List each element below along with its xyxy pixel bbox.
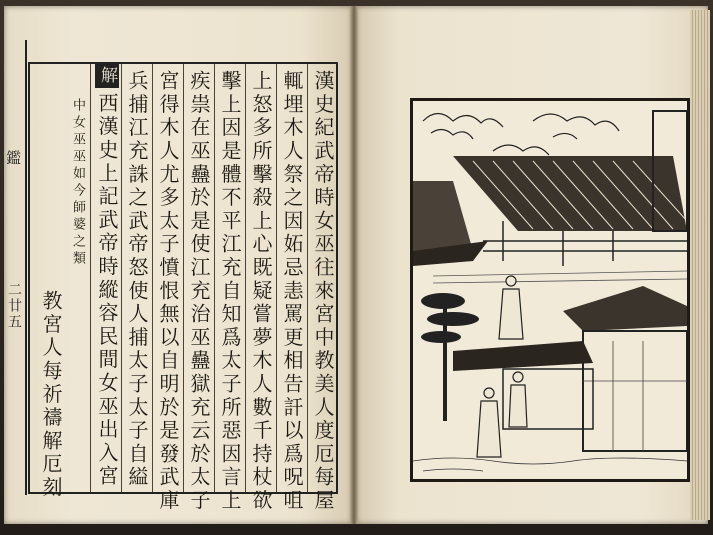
book-gutter: [350, 6, 358, 524]
palace-scene-image: [413, 101, 687, 479]
text-column-10: 教宮人每祈禱解厄刻: [39, 290, 63, 500]
column-rule: [214, 64, 215, 492]
text-column-3: 上怒多所擊殺上心既疑嘗夢木人數千持杖欲: [249, 70, 273, 513]
text-column-4: 擊上因是體不平江充自知爲太子所惡因言上: [218, 70, 242, 513]
text-column-7: 兵捕江充誅之武帝怒使人捕太子太子自縊: [125, 70, 149, 490]
text-column-8-body: 西漢史上記武帝時縱容民間女巫出入宮: [95, 92, 119, 489]
text-column-8: [95, 64, 119, 488]
page-edges: [690, 10, 710, 520]
column-rule: [90, 64, 91, 492]
annotation-column: 中女巫巫如今師婆之類: [70, 98, 85, 268]
banxin-page-count: 二廿五: [6, 282, 22, 330]
banxin-rule: [25, 40, 27, 495]
column-rule: [121, 64, 122, 492]
text-column-5: 疾祟在巫蠱於是使江充治巫蠱獄充云於太子: [187, 70, 211, 513]
column-rule: [152, 64, 153, 492]
text-column-1: 漢史紀武帝時女巫往來宮中教美人度厄每屋: [311, 70, 335, 513]
column-rule: [276, 64, 277, 492]
text-column-2: 輒埋木人祭之因妬忌恚罵更相告訐以爲呪咀: [280, 70, 304, 513]
banxin-label: 鑑: [4, 150, 22, 167]
column-rule: [245, 64, 246, 492]
column-rule: [307, 64, 308, 492]
column-rule: [183, 64, 184, 492]
commentary-marker: 解: [97, 66, 117, 87]
woodblock-illustration: [410, 98, 690, 482]
text-column-6: 宮得木人尤多太子憤恨無以自明於是發武庫: [156, 70, 180, 513]
